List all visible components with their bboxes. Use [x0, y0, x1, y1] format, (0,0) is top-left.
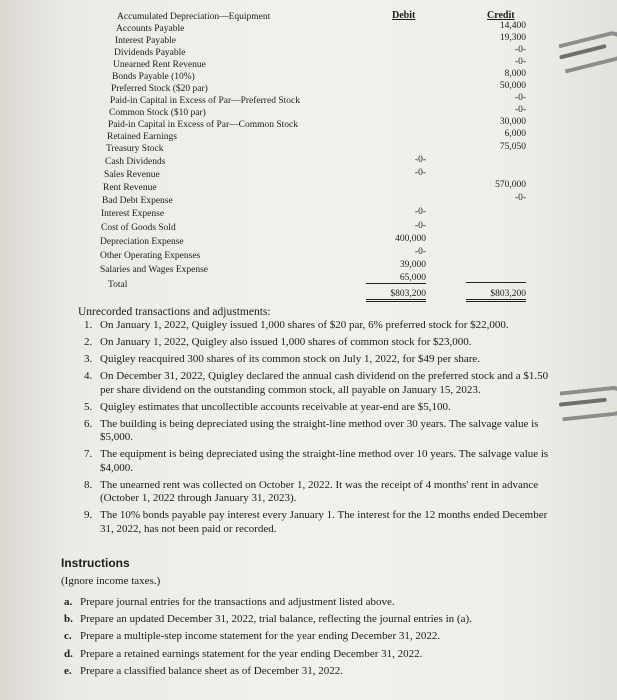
list-item: 2. On January 1, 2022, Quigley also issued 1,000 shares of common stock for $23,000. — [84, 336, 472, 348]
credit-amount: 8,000 — [504, 69, 526, 79]
account-name: Depreciation Expense — [100, 237, 184, 247]
account-name: Retained Earnings — [107, 132, 177, 142]
debit-amount: -0- — [414, 207, 426, 217]
debit-column-header: Debit — [392, 10, 416, 21]
debit-amount: -0- — [414, 221, 426, 231]
credit-amount: 75,050 — [499, 142, 526, 152]
credit-amount: -0- — [514, 93, 526, 103]
account-name: Dividends Payable — [114, 48, 186, 58]
account-name: Accounts Payable — [116, 24, 185, 34]
account-name: Other Operating Expenses — [100, 251, 201, 261]
list-item: e. Prepare a classified balance sheet as of December 31, 2022. — [64, 664, 343, 677]
debit-amount: 39,000 — [399, 260, 426, 270]
credit-total-rule — [466, 270, 526, 283]
credit-amount: -0- — [514, 193, 526, 203]
unrecorded-heading: Unrecorded transactions and adjustments: — [78, 306, 271, 318]
binder-ring — [558, 28, 617, 73]
list-item: 5. Quigley estimates that uncollectible accounts receivable at year-end are $5,100. — [84, 400, 451, 413]
debit-amount: -0- — [414, 247, 426, 257]
list-item: 6. The building is being depreciated using the straight-line method over 30 years. The salvage value is $5,000. — [84, 417, 539, 443]
credit-amount: 14,400 — [499, 21, 526, 31]
account-name: Common Stock ($10 par) — [109, 108, 206, 118]
credit-amount: -0- — [514, 57, 526, 67]
account-name: Paid-in Capital in Excess of Par—Common Stock — [108, 120, 298, 130]
account-name: Interest Expense — [101, 209, 165, 219]
account-name: Treasury Stock — [106, 144, 164, 154]
credit-amount: 30,000 — [499, 117, 526, 127]
credit-amount: 570,000 — [495, 180, 526, 190]
list-item: 4. On December 31, 2022, Quigley declared the annual cash dividend on the preferred stock and a $1.50 per share dividend on the outstanding common stock, all payable on January 15, 2023. — [84, 370, 549, 396]
account-name: Preferred Stock ($20 par) — [111, 84, 208, 94]
list-item: d. Prepare a retained earnings statement for the year ending December 31, 2022. — [64, 647, 423, 660]
account-name: Interest Payable — [115, 36, 176, 46]
debit-amount: -0- — [414, 155, 426, 165]
instructions-list — [64, 596, 472, 682]
debit-amount: 400,000 — [395, 234, 426, 244]
credit-amount: 19,300 — [499, 33, 526, 43]
binder-ring — [560, 385, 617, 422]
instructions-heading: Instructions — [61, 556, 130, 570]
account-name: Paid-in Capital in Excess of Par—Preferred Stock — [110, 96, 300, 106]
list-item: 7. The equipment is being depreciated using the straight-line method over 10 years. The salvage value is $4,000. — [84, 448, 549, 474]
debit-amount: -0- — [414, 168, 426, 178]
credit-amount: 50,000 — [499, 81, 526, 91]
account-name: Cost of Goods Sold — [101, 223, 176, 233]
total-credit: $803,200 — [466, 289, 526, 302]
transaction-list — [78, 319, 558, 540]
credit-amount: 6,000 — [504, 129, 526, 139]
account-name: Sales Revenue — [104, 170, 160, 180]
list-item: 3. Quigley reacquired 300 shares of its common stock on July 1, 2022, for $49 per share. — [84, 353, 481, 365]
account-name: Salaries and Wages Expense — [100, 265, 209, 275]
list-item: a. Prepare journal entries for the transactions and adjustment listed above. — [64, 596, 395, 608]
credit-column-header: Credit — [487, 10, 515, 21]
list-item: 1. On January 1, 2022, Quigley issued 1,000 shares of $20 par, 6% preferred stock for $22,000. — [84, 319, 509, 331]
account-name: Unearned Rent Revenue — [113, 60, 206, 70]
list-item: 8. The unearned rent was collected on October 1, 2022. It was the receipt of 4 months' rent in advance (October 1, 2022 through January 31, 2023). — [84, 478, 539, 504]
list-item: 9. The 10% bonds payable pay interest every January 1. The interest for the 12 months ended December 31, 2022, has not been paid or recorded. — [84, 509, 548, 535]
account-name: Bonds Payable (10%) — [112, 72, 195, 82]
debit-amount: 65,000 — [366, 273, 426, 284]
credit-amount: -0- — [514, 105, 526, 115]
instructions-note: (Ignore income taxes.) — [61, 575, 161, 587]
total-debit: $803,200 — [366, 289, 426, 302]
account-name: Accumulated Depreciation—Equipment — [117, 12, 271, 22]
total-label: Total — [108, 280, 128, 290]
list-item: c. Prepare a multiple-step income statement for the year ending December 31, 2022. — [64, 630, 441, 643]
account-name: Rent Revenue — [103, 183, 157, 193]
credit-amount: -0- — [514, 45, 526, 55]
account-name: Cash Dividends — [105, 157, 166, 167]
account-name: Bad Debt Expense — [102, 196, 173, 206]
list-item: b. Prepare an updated December 31, 2022, trial balance, reflecting the journal entries in (a). — [64, 613, 472, 626]
